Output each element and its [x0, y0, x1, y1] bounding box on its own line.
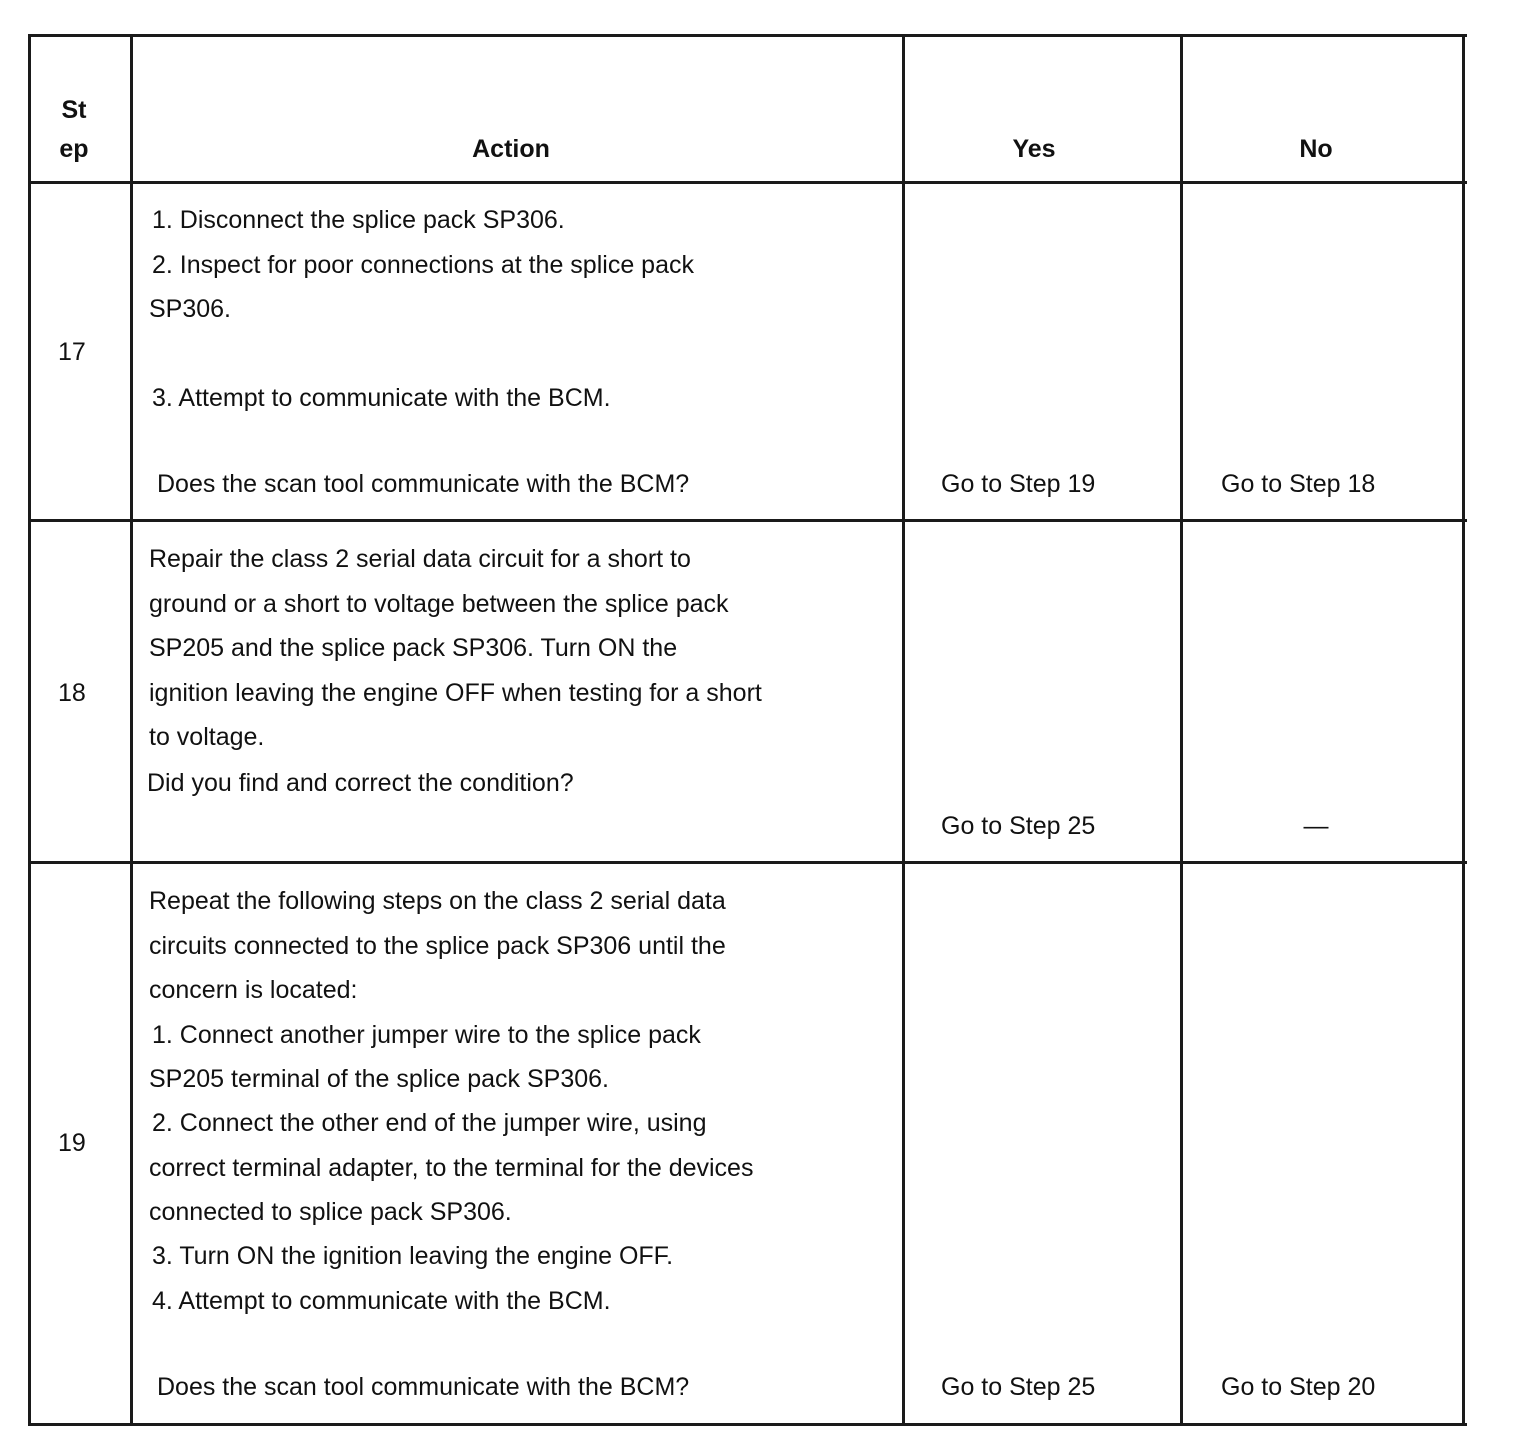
table-top-border: [28, 34, 1467, 37]
action-question: Does the scan tool communicate with the BCM?: [157, 1373, 690, 1401]
step-number: 19: [58, 1129, 86, 1157]
table-bottom-border: [28, 1423, 1467, 1426]
row-18-bottom-border: [28, 861, 1467, 864]
action-line: SP205 terminal of the splice pack SP306.: [149, 1065, 609, 1093]
action-yes-divider: [902, 34, 905, 1426]
action-line: 4. Attempt to communicate with the BCM.: [152, 1287, 611, 1315]
action-line: 1. Disconnect the splice pack SP306.: [152, 206, 565, 234]
action-line: SP306.: [149, 295, 232, 323]
table-left-border: [28, 34, 31, 1426]
action-line: ground or a short to voltage between the splice pack: [149, 590, 729, 618]
action-line: to voltage.: [149, 723, 265, 751]
action-line: 2. Connect the other end of the jumper wire, using: [152, 1109, 707, 1137]
table-right-border: [1462, 34, 1465, 1426]
yes-result: Go to Step 25: [941, 812, 1096, 840]
no-result: —: [1303, 812, 1329, 840]
yes-no-divider: [1180, 34, 1183, 1426]
action-line: Repeat the following steps on the class 2 serial data: [149, 887, 726, 915]
action-question: Did you find and correct the condition?: [147, 769, 574, 797]
header-yes: Yes: [1012, 135, 1056, 163]
no-result: Go to Step 20: [1221, 1373, 1376, 1401]
action-question: Does the scan tool communicate with the BCM?: [157, 470, 690, 498]
action-line: SP205 and the splice pack SP306. Turn ON the: [149, 634, 678, 662]
action-line: 1. Connect another jumper wire to the splice pack: [152, 1021, 701, 1049]
yes-result: Go to Step 19: [941, 470, 1096, 498]
header-bottom-border: [28, 181, 1467, 184]
action-line: 3. Turn ON the ignition leaving the engine OFF.: [152, 1242, 674, 1270]
no-result: Go to Step 18: [1221, 470, 1376, 498]
header-no: No: [1299, 135, 1333, 163]
step-number: 18: [58, 679, 86, 707]
row-17-bottom-border: [28, 519, 1467, 522]
action-line: concern is located:: [149, 976, 358, 1004]
action-line: correct terminal adapter, to the terminal for the devices: [149, 1154, 754, 1182]
action-line: Repair the class 2 serial data circuit for a short to: [149, 545, 691, 573]
action-line: ignition leaving the engine OFF when testing for a short: [149, 679, 762, 707]
action-line: connected to splice pack SP306.: [149, 1198, 512, 1226]
action-line: circuits connected to the splice pack SP306 until the: [149, 932, 726, 960]
step-number: 17: [58, 338, 86, 366]
header-action: Action: [472, 135, 550, 163]
action-line: 3. Attempt to communicate with the BCM.: [152, 384, 611, 412]
header-step-line1: St: [61, 96, 87, 124]
action-line: 2. Inspect for poor connections at the splice pack: [152, 251, 694, 279]
header-step-line2: ep: [59, 135, 89, 163]
step-action-divider: [130, 34, 133, 1426]
yes-result: Go to Step 25: [941, 1373, 1096, 1401]
